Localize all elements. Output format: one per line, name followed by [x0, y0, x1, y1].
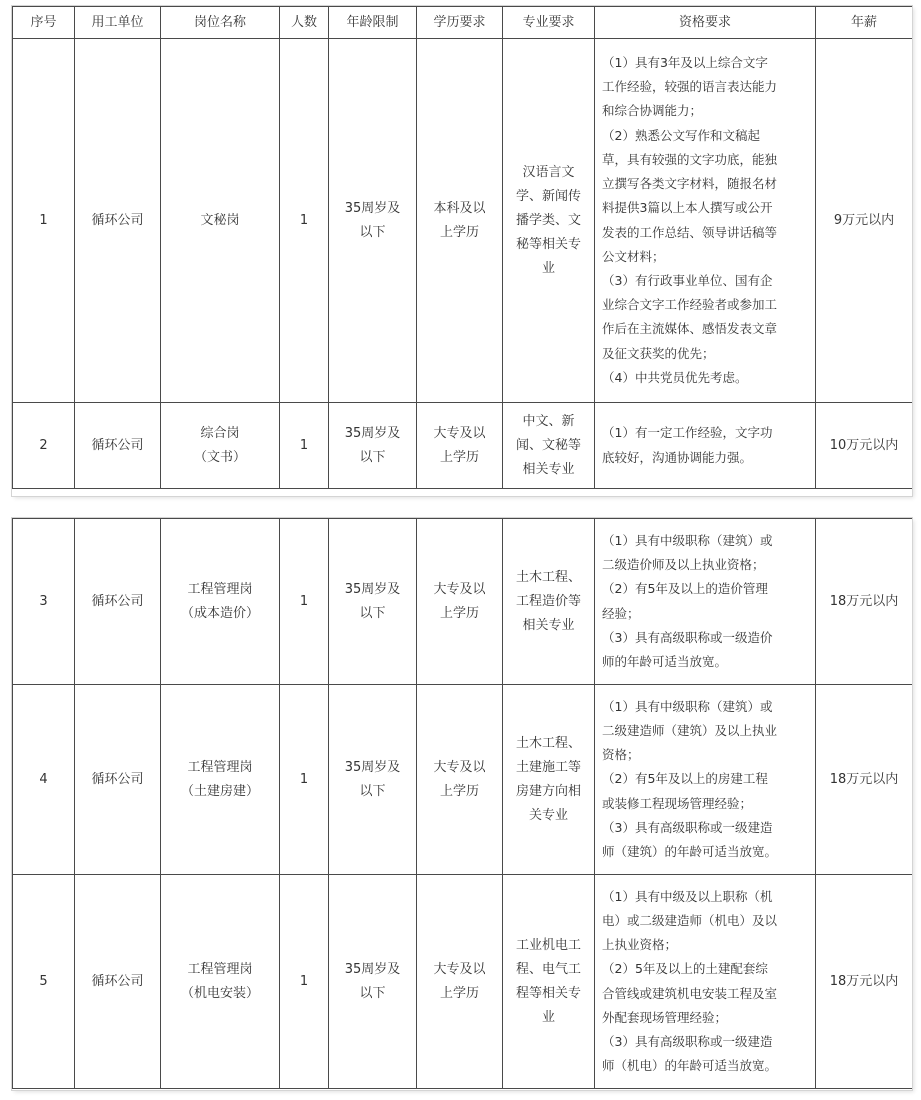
cell-education [417, 403, 503, 489]
cell-education [417, 875, 503, 1089]
cell-qualifications-line: 草，具有较强的文字功底，能独 [602, 151, 778, 167]
cell-qualifications [595, 39, 816, 403]
cell-qualifications-line: 或装修工程现场管理经验； [602, 795, 753, 811]
cell-major-line: 学、新闻传 [515, 188, 581, 204]
table-row [13, 403, 913, 489]
cell-qualifications-line: 发表的工作总结、领导讲话稿等 [602, 224, 778, 240]
cell-qualifications [595, 403, 816, 489]
cell-employer: 循环公司 [75, 403, 161, 489]
cell-number: 4 [13, 685, 75, 875]
header-cell: 用工单位 [75, 7, 161, 39]
cell-major-line: 土木工程、 [515, 569, 581, 585]
cell-position [161, 403, 280, 489]
cell-qualifications-line: （3）具有高级职称或一级造价 [602, 629, 773, 645]
cell-qualifications-line: 经验； [602, 605, 640, 621]
cell-qualifications-line: 师（建筑）的年龄可适当放宽。 [602, 844, 778, 859]
cell-qualifications-line: 二级造价师及以上执业资格； [602, 557, 765, 573]
header-cell: 资格要求 [595, 7, 816, 39]
cell-qualifications-line: 和综合协调能力； [602, 103, 703, 119]
cell-position-line: （土建房建） [180, 783, 259, 799]
header-cell: 年龄限制 [329, 7, 417, 39]
table-row [13, 39, 913, 403]
cell-position [161, 875, 280, 1089]
cell-position [161, 519, 280, 685]
cell-headcount: 1 [280, 403, 329, 489]
cell-salary: 9万元以内 [816, 39, 913, 403]
cell-position-line: 工程管理岗 [187, 961, 253, 977]
cell-qualifications-line: （1）具有中级职称（建筑）或 [602, 698, 773, 714]
cell-major-line: 工业机电工 [515, 937, 581, 953]
cell-education-line: 大专及以 [433, 961, 486, 977]
cell-position [161, 685, 280, 875]
cell-position-line: 工程管理岗 [187, 759, 253, 775]
cell-qualifications-line: 业综合文字工作经验者或参加工 [602, 297, 778, 313]
cell-position-line: （成本造价） [180, 605, 259, 621]
cell-qualifications-line: 立撰写各类文字材料，随报名材 [602, 176, 778, 192]
cell-age-limit-line: 35周岁及 [344, 425, 401, 441]
cell-age-limit [329, 685, 417, 875]
cell-age-limit-line: 以下 [359, 783, 386, 799]
cell-qualifications-line: 及征文获奖的优先； [602, 345, 715, 361]
cell-qualifications-line: 工作经验，较强的语言表达能力 [602, 79, 778, 95]
cell-age-limit-line: 35周岁及 [344, 581, 401, 597]
cell-age-limit [329, 519, 417, 685]
cell-qualifications-line: 二级建造师（建筑）及以上执业 [602, 722, 778, 738]
cell-employer: 循环公司 [75, 685, 161, 875]
cell-number: 3 [13, 519, 75, 685]
cell-qualifications-line: （1）具有中级职称（建筑）或 [602, 532, 773, 548]
cell-qualifications-line: 师的年龄可适当放宽。 [602, 653, 728, 669]
cell-education-line: 大专及以 [433, 759, 486, 775]
cell-education-line: 本科及以 [433, 200, 486, 216]
cell-major-line: 业 [541, 1009, 555, 1025]
cell-major-line: 播学类、文 [515, 212, 581, 228]
cell-major-line: 中文、新 [522, 413, 575, 429]
header-cell: 岗位名称 [161, 7, 280, 39]
cell-number: 1 [13, 39, 75, 403]
cell-age-limit-line: 35周岁及 [344, 759, 401, 775]
cell-age-limit [329, 403, 417, 489]
cell-major-line: 闻、文秘等 [515, 437, 581, 453]
cell-qualifications-line: （2）有5年及以上的造价管理 [602, 581, 768, 597]
table-row [13, 519, 913, 685]
cell-salary: 18万元以内 [816, 875, 913, 1089]
cell-major-line: 工程造价等 [515, 593, 581, 609]
cell-qualifications-line: （1）具有3年及以上综合文字 [602, 55, 768, 71]
cell-major-line: 房建方向相 [515, 783, 581, 799]
cell-major [503, 403, 595, 489]
cell-qualifications-line: 上执业资格； [602, 937, 678, 953]
cell-qualifications [595, 685, 816, 875]
cell-number: 2 [13, 403, 75, 489]
cell-qualifications-line: （3）具有高级职称或一级建造 [602, 819, 773, 835]
cell-education-line: 大专及以 [433, 425, 486, 441]
cell-major-line: 业 [541, 260, 555, 276]
cell-qualifications-line: （4）中共党员优先考虑。 [602, 369, 748, 385]
cell-age-limit-line: 以下 [359, 985, 386, 1001]
cell-position-line: 工程管理岗 [187, 581, 253, 597]
cell-qualifications-line: （3）具有高级职称或一级建造 [602, 1033, 773, 1049]
cell-qualifications-line: （3）有行政事业单位、国有企 [602, 272, 773, 288]
table-panel-bottom [12, 518, 912, 1090]
cell-salary: 18万元以内 [816, 685, 913, 875]
cell-qualifications-line: （2）有5年及以上的房建工程 [602, 771, 768, 787]
cell-age-limit-line: 35周岁及 [344, 961, 401, 977]
cell-qualifications-line: 作后在主流媒体、感悟发表文章 [602, 321, 778, 337]
cell-qualifications-line: 外配套现场管理经验； [602, 1009, 728, 1025]
cell-major [503, 875, 595, 1089]
cell-qualifications [595, 519, 816, 685]
cell-age-limit [329, 875, 417, 1089]
cell-major-line: 程等相关专 [515, 985, 581, 1001]
cell-education-line: 上学历 [439, 985, 479, 1001]
cell-employer: 循环公司 [75, 875, 161, 1089]
recruitment-table-part-1 [12, 6, 912, 489]
cell-education [417, 519, 503, 685]
cell-qualifications-line: 资格； [602, 747, 640, 763]
cell-major-line: 土建施工等 [515, 759, 581, 775]
cell-qualifications-line: 电）或二级建造师（机电）及以 [602, 912, 778, 928]
cell-education [417, 685, 503, 875]
cell-employer: 循环公司 [75, 519, 161, 685]
cell-major-line: 程、电气工 [515, 961, 581, 977]
cell-major-line: 关专业 [528, 807, 568, 823]
cell-headcount: 1 [280, 39, 329, 403]
cell-qualifications-line: （2）熟悉公文写作和文稿起 [602, 127, 760, 143]
cell-major-line: 汉语言文 [522, 164, 575, 180]
cell-education [417, 39, 503, 403]
table-header-row [13, 7, 913, 39]
cell-position-line: 文秘岗 [200, 212, 240, 228]
cell-education-line: 上学历 [439, 605, 479, 621]
cell-education-line: 上学历 [439, 783, 479, 799]
cell-age-limit-line: 35周岁及 [344, 200, 401, 216]
cell-employer: 循环公司 [75, 39, 161, 403]
cell-education-line: 上学历 [439, 449, 479, 465]
header-cell: 序号 [13, 7, 75, 39]
cell-position-line: 综合岗 [200, 425, 240, 441]
cell-education-line: 上学历 [439, 224, 479, 240]
cell-major-line: 土木工程、 [515, 735, 581, 751]
cell-age-limit-line: 以下 [359, 605, 386, 621]
cell-qualifications-line: 公文材料； [602, 248, 665, 264]
cell-qualifications-line: 底较好，沟通协调能力强。 [602, 449, 753, 465]
cell-major-line: 相关专业 [522, 461, 575, 477]
cell-qualifications-line: 合管线或建筑机电安装工程及室 [602, 985, 778, 1001]
cell-major [503, 519, 595, 685]
cell-headcount: 1 [280, 875, 329, 1089]
header-cell: 人数 [280, 7, 329, 39]
cell-major [503, 685, 595, 875]
cell-position-line: （机电安装） [180, 985, 259, 1001]
cell-qualifications-line: （1）具有中级及以上职称（机 [602, 888, 773, 904]
cell-major [503, 39, 595, 403]
table-panel-top [12, 6, 912, 496]
cell-number: 5 [13, 875, 75, 1089]
table-row [13, 875, 913, 1089]
header-cell: 专业要求 [503, 7, 595, 39]
cell-position-line: （文书） [193, 449, 246, 465]
cell-age-limit-line: 以下 [359, 449, 386, 465]
cell-age-limit-line: 以下 [359, 224, 386, 240]
table-row [13, 685, 913, 875]
header-cell: 年薪 [816, 7, 913, 39]
cell-major-line: 相关专业 [522, 617, 575, 633]
cell-major-line: 秘等相关专 [515, 236, 581, 252]
cell-qualifications-line: （1）有一定工作经验，文字功 [602, 425, 773, 441]
cell-qualifications [595, 875, 816, 1089]
cell-salary: 18万元以内 [816, 519, 913, 685]
cell-qualifications-line: （2）5年及以上的土建配套综 [602, 961, 768, 977]
header-cell: 学历要求 [417, 7, 503, 39]
cell-salary: 10万元以内 [816, 403, 913, 489]
recruitment-table-part-2 [12, 518, 912, 1089]
cell-headcount: 1 [280, 685, 329, 875]
cell-qualifications-line: 料提供3篇以上本人撰写或公开 [602, 200, 773, 216]
cell-position [161, 39, 280, 403]
cell-headcount: 1 [280, 519, 329, 685]
cell-qualifications-line: 师（机电）的年龄可适当放宽。 [602, 1058, 778, 1074]
cell-age-limit [329, 39, 417, 403]
cell-education-line: 大专及以 [433, 581, 486, 597]
